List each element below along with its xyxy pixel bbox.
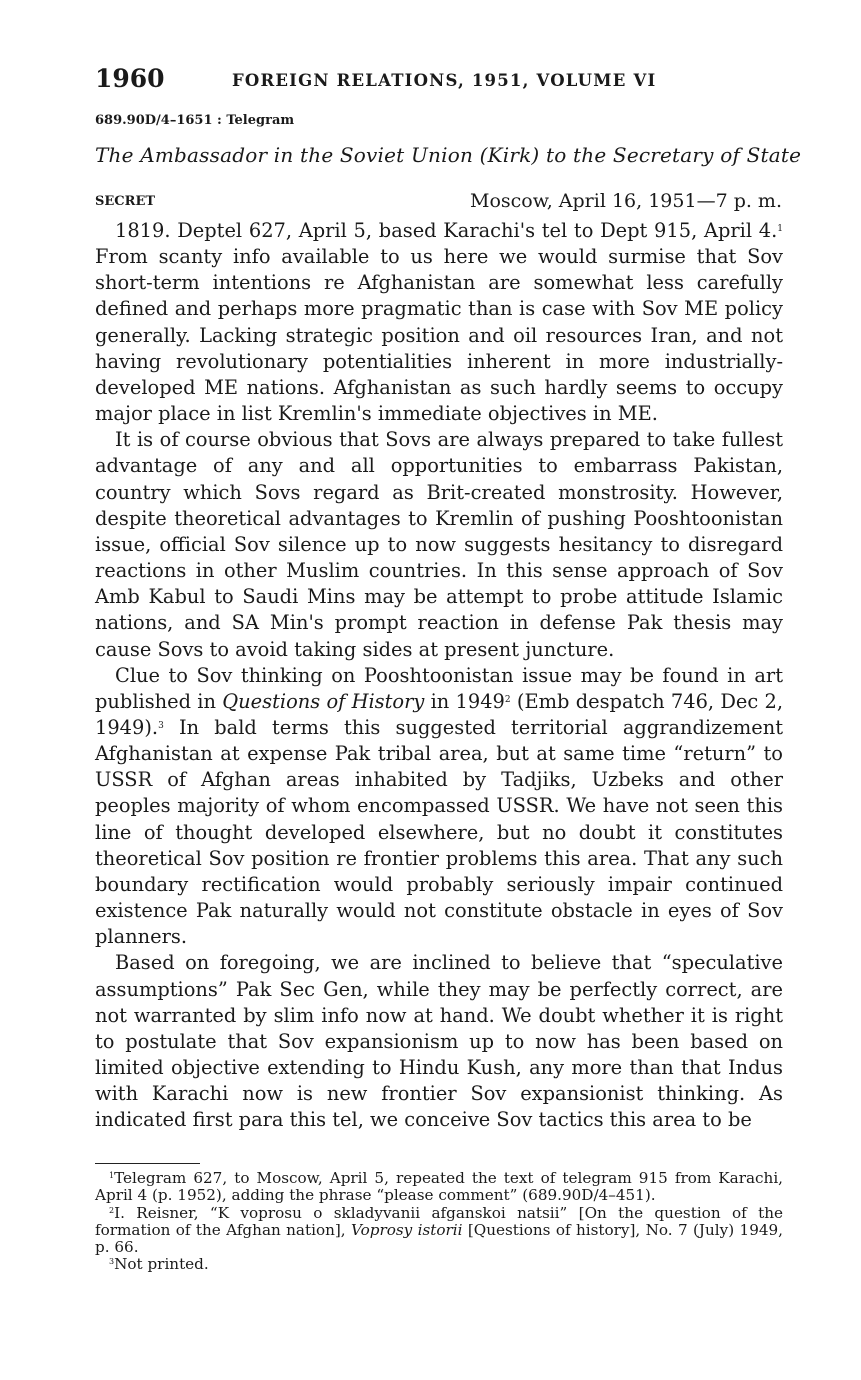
footnotes — [95, 1170, 783, 1274]
document-title: The Ambassador in the Soviet Union (Kirk) to the Secretary of State — [95, 143, 802, 167]
footnote-ref-2: 2 — [504, 694, 511, 705]
footnote-1 — [95, 1170, 783, 1205]
paragraph-3-text-b: in 1949 — [424, 689, 505, 713]
footnote-3 — [95, 1256, 783, 1273]
footnote-marker: 3 — [109, 1257, 115, 1267]
paragraph-3-text-c: (Emb despatch 746, Dec 2, 1949). — [95, 689, 783, 739]
footnote-marker: 1 — [109, 1171, 115, 1180]
paragraph-3 — [95, 663, 783, 951]
page-header — [95, 64, 785, 96]
page-number: 1960 — [95, 64, 165, 93]
footnote-text: I. Reisner, “K voprosu o skladyvanii afganskoi natsii” [On the question of the formation of the Afghan nation], — [95, 1203, 783, 1239]
paragraph-3-text-a: Clue to Sov thinking on Pooshtoonistan issue may be found in art published in — [95, 663, 783, 713]
footnote-ref-1: 1 — [777, 224, 783, 234]
paragraph-1 — [95, 218, 783, 427]
footnote-text: [Questions of history], No. 7 (July) 1949, p. 66. — [95, 1220, 784, 1257]
footnote-ref-3: 3 — [158, 720, 164, 731]
classification-label: SECRET — [95, 194, 156, 209]
footnote-journal-title: Voprosy istorii — [351, 1220, 463, 1239]
footnote-marker: 2 — [109, 1205, 115, 1215]
footnote-text: Not printed. — [114, 1255, 209, 1274]
telegram-body — [95, 218, 783, 1133]
footnote-divider — [95, 1163, 200, 1164]
paragraph-1-lead: 1819. Deptel 627, April 5, based Karachi's tel to Dept 915, April 4. — [115, 219, 778, 242]
running-head: FOREIGN RELATIONS, 1951, VOLUME VI — [232, 71, 657, 90]
footnote-2 — [95, 1205, 783, 1257]
dateline: Moscow, April 16, 1951—7 p. m. — [469, 190, 782, 212]
paragraph-2: It is of course obvious that Sovs are always prepared to take fullest advantage of any and all opportunities to embarrass Pakistan, country which Sovs regard as Brit-created monstrosity. However, despite theoretical advantages to Kremlin of pushing Pooshtoonistan issue, official Sov silence up to now suggests hesitancy to disregard reactions in other Muslim countries. In this sense approach of Sov Amb Kabul to Saudi Mins may be attempt to probe attitude Islamic nations, and SA Min's prompt reaction in defense Pak thesis may cause Sovs to avoid taking sides at present juncture. — [95, 428, 783, 661]
paragraph-1-text: From scanty info available to us here we would surmise that Sov short-term intentions re Afghanistan are somewhat less carefully defined and perhaps more pragmatic than is case with Sov ME policy generally. Lacking strategic position and oil resources Iran, and not having revolutionary potentialities inherent in more industrially-developed ME nations. Afghanistan as such hardly seems to occupy major place in list Kremlin's immediate objectives in ME. — [95, 245, 783, 426]
file-reference: 689.90D/4–1651 : Telegram — [95, 113, 295, 128]
paragraph-4: Based on foregoing, we are inclined to believe that “speculative assumptions” Pak Sec Gen, while they may be perfectly correct, are not warranted by slim info now at hand. We doubt whether it is right to postulate that Sov expansionism up to now has been based on limited objective extending to Hindu Kush, any more than that Indus with Karachi now is new frontier Sov expansionist thinking. As indicated first para this tel, we conceive Sov tactics this area to be — [95, 951, 783, 1132]
journal-title: Questions of History — [222, 689, 425, 713]
footnote-text: Telegram 627, to Moscow, April 5, repeated the text of telegram 915 from Karachi, April 4 (p. 1952), adding the phrase “please comment” (689.90D/4–451). — [95, 1169, 783, 1205]
paragraph-3-text-d: In bald terms this suggested territorial aggrandizement Afghanistan at expense Pak tribal area, but at same time “return” to USSR of Afghan areas inhabited by Tadjiks, Uzbeks and other peoples majority of whom encompassed USSR. We have not seen this line of thought developed elsewhere, but no doubt it constitutes theoretical Sov position re frontier problems this area. That any such boundary rectification would probably seriously impair continued existence Pak naturally would not constitute obstacle in eyes of Sov planners. — [95, 715, 783, 949]
